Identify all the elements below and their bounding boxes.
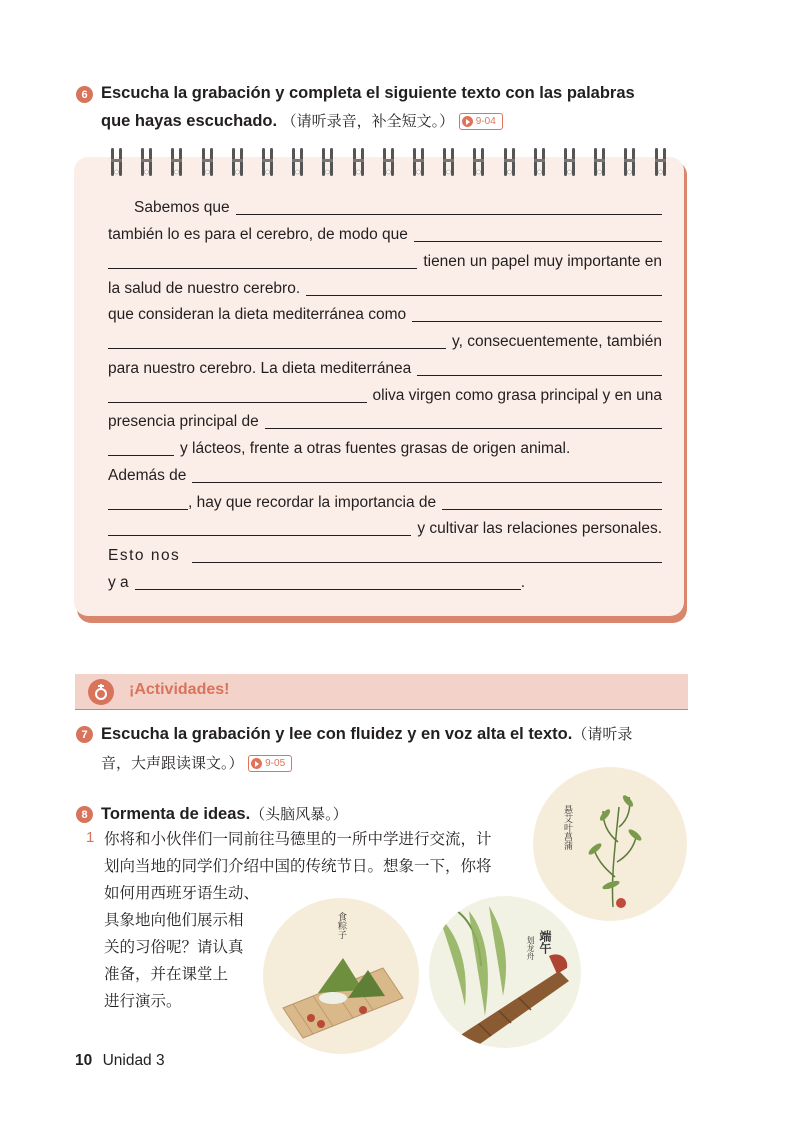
exercise-7-title-text: Escucha la grabación y lee con fluidez y en voz alta el texto. [101, 725, 573, 743]
answer-blank[interactable] [108, 330, 446, 349]
boat-caption-2: 划龙舟 [526, 936, 535, 960]
answer-blank[interactable] [108, 517, 411, 536]
notebook-line: para nuestro cerebro. La dieta mediterránea [108, 356, 662, 382]
answer-blank[interactable] [108, 491, 188, 510]
audio-label: 9-04 [475, 115, 496, 127]
exercise-8-number: 8 [76, 806, 93, 823]
unit-label: Unidad 3 [102, 1052, 165, 1069]
zongzi-caption: 食粽子 [337, 912, 347, 939]
answer-blank[interactable] [192, 544, 662, 563]
answer-blank[interactable] [417, 357, 662, 376]
exercise-6-title-line1: Escucha la grabación y completa el siguiente texto con las palabras [101, 84, 635, 102]
exercise-6-title-cn: （请听录音，补全短文。） [281, 113, 455, 130]
page-number: 10 [75, 1052, 93, 1069]
spiral-ring [110, 146, 124, 178]
spiral-ring [593, 146, 607, 178]
boat-caption: 端午 [538, 930, 552, 954]
spiral-ring [503, 146, 517, 178]
notebook-line: y lácteos, frente a otras fuentes grasas de origen animal. [108, 436, 662, 462]
answer-blank[interactable] [108, 437, 174, 456]
exercise-7-title-cn: （请听录 [572, 726, 633, 743]
exercise-7-title-cn-2: 音，大声跟读课文。） [101, 755, 244, 772]
answer-blank[interactable] [236, 196, 662, 215]
spiral-ring [472, 146, 486, 178]
spiral-ring [412, 146, 426, 178]
exercise-8-title-text: Tormenta de ideas. [101, 805, 251, 823]
mugwort-caption: 悬艾叶菖蒲 [563, 805, 573, 850]
answer-blank[interactable] [412, 303, 662, 322]
text-line: 准备，并在课堂上 [104, 966, 229, 983]
text-line: 如何用西班牙语生动、 [104, 885, 260, 902]
spiral-ring [291, 146, 305, 178]
exercise-7-number: 7 [76, 726, 93, 743]
exercise-6-title-line2: que hayas escuchado. [101, 112, 278, 130]
notebook-line: tienen un papel muy importante en [108, 249, 662, 275]
text-line: 具象地向他们展示相 [104, 912, 244, 929]
zongzi-illustration [263, 898, 419, 1054]
notebook-line: también lo es para el cerebro, de modo que [108, 222, 662, 248]
exercise-6-number: 6 [76, 86, 93, 103]
spiral-ring [261, 146, 275, 178]
text-line: 进行演示。 [104, 993, 182, 1010]
answer-blank[interactable] [108, 250, 417, 269]
notebook-line: la salud de nuestro cerebro. [108, 276, 662, 302]
exercise-8-title [101, 800, 348, 829]
spiral-ring [623, 146, 637, 178]
audio-track-9-04[interactable] [459, 113, 503, 130]
notebook-line: Sabemos que [108, 195, 662, 221]
spiral-ring [563, 146, 577, 178]
answer-blank[interactable] [306, 277, 662, 296]
notebook-line: Además de [108, 463, 662, 489]
exercise-8-title-cn: （头脑风暴。） [250, 806, 348, 823]
notebook-line: oliva virgen como grasa principal y en una [108, 383, 662, 409]
answer-blank[interactable] [135, 571, 521, 590]
notebook-line: y a . [108, 570, 662, 596]
notebook-line: y, consecuentemente, también [108, 329, 662, 355]
answer-blank[interactable] [265, 410, 662, 429]
notebook-line: que consideran la dieta mediterránea como [108, 302, 662, 328]
activities-icon [88, 679, 114, 705]
play-icon [462, 116, 473, 127]
spiral-ring [382, 146, 396, 178]
notebook-line: , hay que recordar la importancia de [108, 490, 662, 516]
play-icon [251, 758, 262, 769]
notebook-line: Esto nos [108, 543, 662, 569]
activities-title: ¡Actividades! [129, 681, 230, 698]
spiral-ring [140, 146, 154, 178]
answer-blank[interactable] [108, 384, 367, 403]
spiral-ring [201, 146, 215, 178]
text-line: 划向当地的同学们介绍中国的传统节日。想象一下，你将 [104, 858, 492, 875]
text-line: 关的习俗呢？请认真 [104, 939, 244, 956]
spiral-ring [321, 146, 335, 178]
spiral-ring [533, 146, 547, 178]
dragon-boat-illustration [429, 896, 581, 1048]
text-line: 你将和小伙伴们一同前往马德里的一所中学进行交流，计 [104, 831, 492, 848]
mugwort-illustration [533, 767, 687, 921]
audio-track-9-05[interactable] [248, 755, 292, 772]
page-footer [75, 1052, 165, 1070]
exercise-6-title [101, 79, 701, 136]
spiral-ring [442, 146, 456, 178]
notebook-line: y cultivar las relaciones personales. [108, 516, 662, 542]
answer-blank[interactable] [442, 491, 662, 510]
spiral-ring [654, 146, 668, 178]
spiral-ring [352, 146, 366, 178]
spiral-ring [170, 146, 184, 178]
audio-label: 9-05 [265, 757, 286, 769]
notebook-line: presencia principal de [108, 409, 662, 435]
spiral-ring [231, 146, 245, 178]
answer-blank[interactable] [192, 464, 662, 483]
item-number: 1 [86, 829, 95, 846]
answer-blank[interactable] [414, 223, 662, 242]
